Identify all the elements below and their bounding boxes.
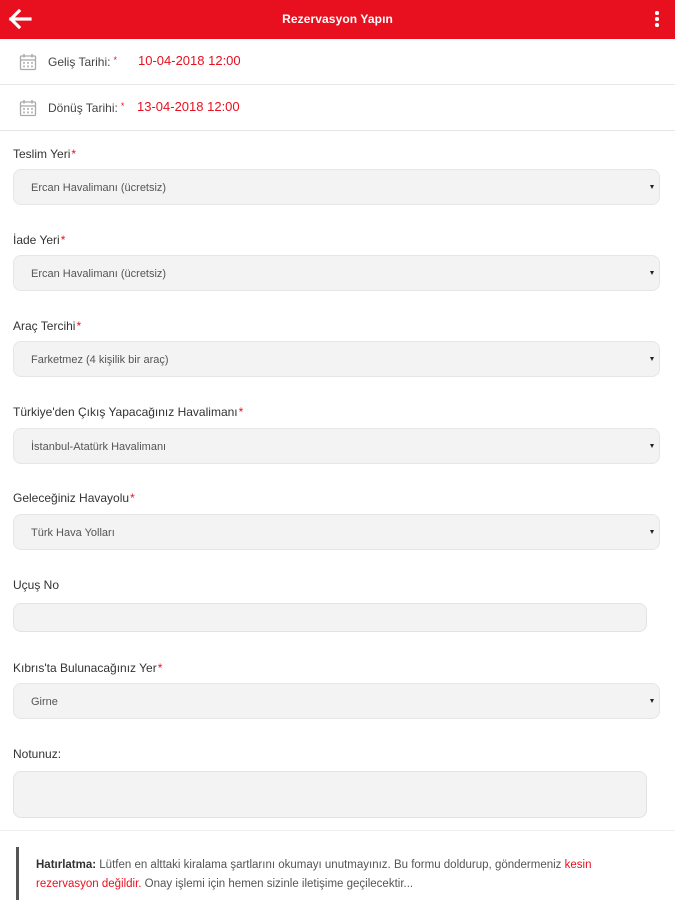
arrival-date-value[interactable]: 10-04-2018 12:00 <box>138 53 241 68</box>
page-title: Rezervasyon Yapın <box>282 12 393 26</box>
return-date-label: Dönüş Tarihi: * <box>48 101 125 115</box>
calendar-icon <box>19 53 37 71</box>
delivery-place-label: Teslim Yeri* <box>13 147 77 161</box>
airline-label: Geleceğiniz Havayolu* <box>13 491 135 505</box>
vehicle-preference-select[interactable] <box>13 341 660 377</box>
flight-number-input[interactable] <box>13 603 647 632</box>
departure-airport-select[interactable] <box>13 428 660 464</box>
flight-number-label: Uçuş No <box>13 578 60 592</box>
return-place-value: Ercan Havalimanı (ücretsiz) <box>31 268 167 280</box>
return-place-label: İade Yeri* <box>13 233 66 247</box>
arrival-date-label: Geliş Tarihi: * <box>48 55 117 69</box>
dropdown-arrow-icon <box>650 699 654 703</box>
reminder-highlight: kesin rezervasyon değildir. <box>36 859 592 890</box>
notes-textarea[interactable] <box>13 771 647 818</box>
return-place-select[interactable] <box>13 255 660 291</box>
dropdown-arrow-icon <box>650 357 654 361</box>
dropdown-arrow-icon <box>650 530 654 534</box>
reminder-title: Hatırlatma: <box>36 859 97 871</box>
cyprus-location-select[interactable] <box>13 683 660 719</box>
dropdown-arrow-icon <box>650 271 654 275</box>
delivery-place-select[interactable] <box>13 169 660 205</box>
arrival-date-row[interactable] <box>0 39 675 85</box>
dropdown-arrow-icon <box>650 185 654 189</box>
cyprus-location-label: Kıbrıs'ta Bulunacağınız Yer* <box>13 661 163 675</box>
app-bar <box>0 0 675 39</box>
vehicle-preference-label: Araç Tercihi* <box>13 319 82 333</box>
reminder-box <box>0 830 675 900</box>
return-date-row[interactable] <box>0 85 675 131</box>
delivery-place-value: Ercan Havalimanı (ücretsiz) <box>31 182 167 194</box>
vehicle-preference-value: Farketmez (4 kişilik bir araç) <box>31 354 169 366</box>
return-date-value[interactable]: 13-04-2018 12:00 <box>137 99 240 114</box>
notes-label: Notunuz: <box>13 747 62 761</box>
dropdown-arrow-icon <box>650 444 654 448</box>
airline-select[interactable] <box>13 514 660 550</box>
cyprus-location-value: Girne <box>31 696 58 708</box>
departure-airport-label: Türkiye'den Çıkış Yapacağınız Havalimanı* <box>13 405 244 419</box>
reminder-accent-bar <box>16 847 19 900</box>
more-vertical-icon[interactable] <box>653 11 661 29</box>
calendar-icon <box>19 99 37 117</box>
airline-value: Türk Hava Yolları <box>31 527 115 539</box>
reminder-text: Hatırlatma: Lütfen en alttaki kiralama şartlarını okumayı unutmayınız. Bu formu doldurup, göndermeniz kesin rezervasyon değildir. Onay işlemi için hemen sizinle iletişime geçilecektir... <box>36 859 592 890</box>
departure-airport-value: İstanbul-Atatürk Havalimanı <box>31 441 167 453</box>
